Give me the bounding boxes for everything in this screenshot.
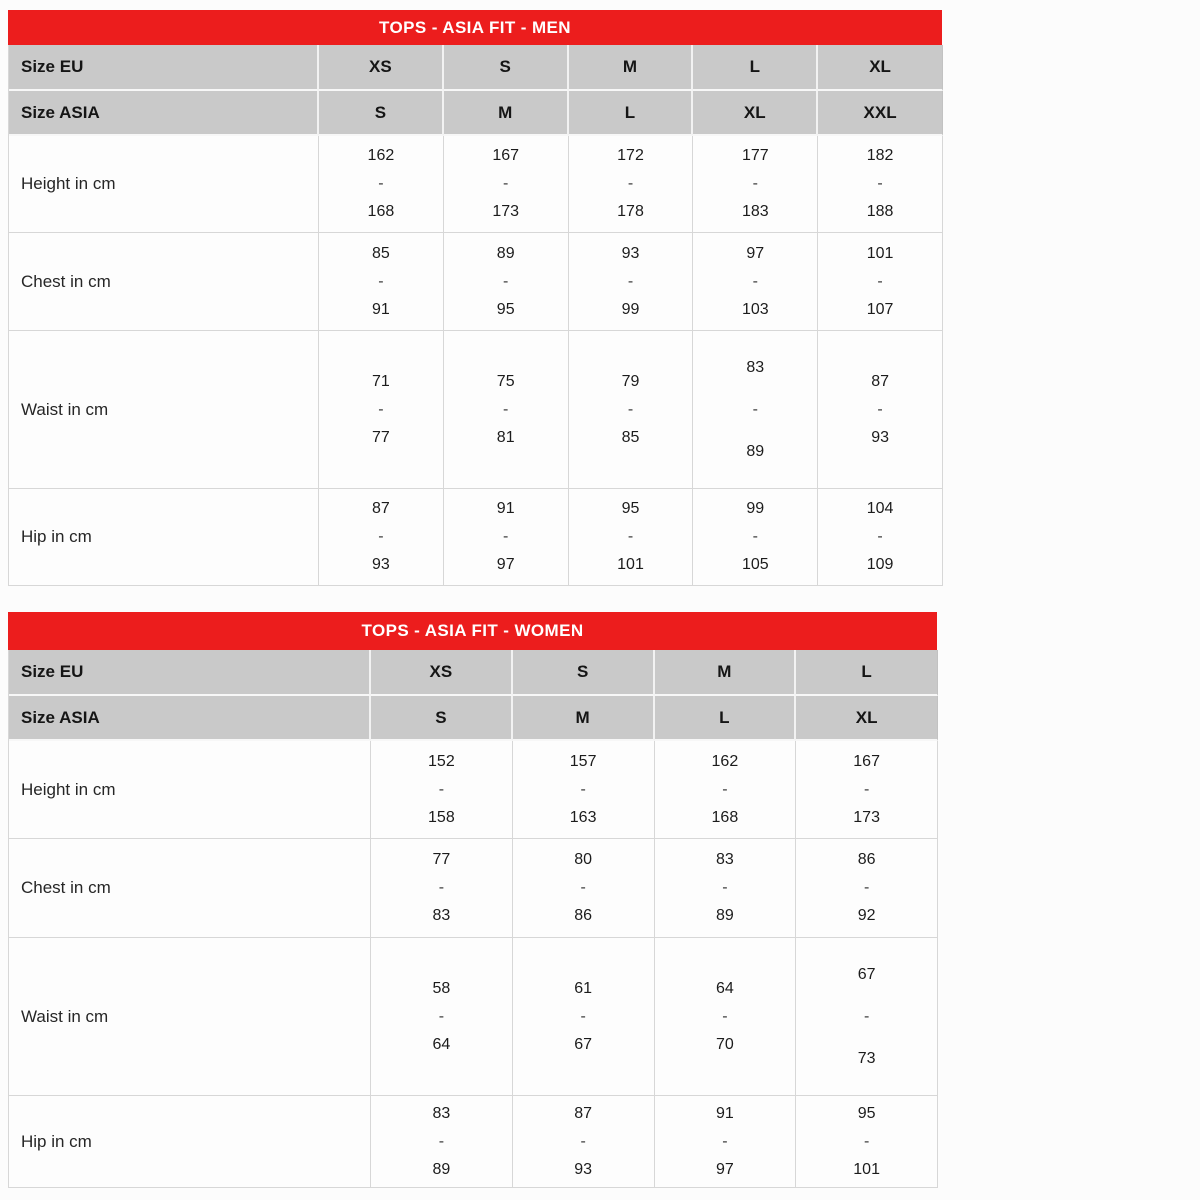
range-min: 67: [857, 965, 876, 983]
range-values: [513, 1100, 654, 1184]
range-min: 79: [621, 372, 640, 390]
range-min: 77: [432, 851, 451, 868]
size-value-cell: S: [319, 91, 444, 136]
measurement-row: [9, 741, 938, 839]
range-cell: [818, 331, 943, 489]
range-separator: -: [580, 879, 586, 896]
measure-row-label: Hip in cm: [9, 1096, 371, 1188]
range-cell: [513, 938, 655, 1096]
range-values: [693, 347, 817, 473]
range-separator: -: [438, 1007, 445, 1025]
range-values: [371, 748, 512, 832]
size-value-cell: XS: [371, 650, 513, 696]
range-max: 109: [866, 556, 894, 573]
range-min: 177: [741, 147, 769, 164]
range-min: 162: [711, 752, 739, 770]
range-max: 173: [492, 203, 520, 220]
range-values: [513, 748, 654, 832]
size-row-label: Size EU: [9, 45, 319, 91]
range-values: [319, 368, 443, 452]
size-row-label: Size EU: [9, 650, 371, 696]
range-values: [444, 368, 568, 452]
range-min: 87: [574, 1104, 593, 1122]
range-values: [569, 240, 693, 324]
size-header-row: [9, 91, 943, 136]
range-min: 152: [428, 752, 455, 770]
range-min: 61: [574, 979, 593, 997]
size-value-cell: XXL: [818, 91, 943, 136]
range-max: 70: [715, 1035, 734, 1053]
range-separator: -: [877, 175, 883, 192]
measurement-row: [9, 233, 943, 331]
range-cell: [796, 839, 938, 938]
range-cell: [569, 233, 694, 331]
range-cell: [444, 489, 569, 586]
range-values: [319, 240, 443, 324]
size-value-cell: S: [513, 650, 655, 696]
range-max: 64: [432, 1035, 451, 1053]
size-value-cell: L: [569, 91, 694, 136]
range-min: 83: [432, 1104, 451, 1122]
range-separator: -: [627, 175, 634, 192]
range-values: [796, 954, 937, 1080]
range-min: 89: [496, 244, 515, 262]
range-max: 73: [857, 1049, 876, 1067]
range-max: 107: [866, 300, 894, 318]
range-max: 101: [853, 1160, 880, 1178]
range-separator: -: [580, 1007, 586, 1025]
size-table-grid: [8, 650, 938, 1188]
range-separator: -: [722, 879, 728, 896]
measure-row-label: Chest in cm: [9, 233, 319, 331]
range-max: 89: [715, 907, 734, 924]
range-min: 71: [372, 372, 390, 390]
range-min: 83: [715, 851, 734, 868]
range-values: [693, 142, 817, 226]
measurement-row: [9, 1096, 938, 1188]
range-separator: -: [752, 272, 758, 290]
measure-row-label: Hip in cm: [9, 489, 319, 586]
range-values: [444, 240, 568, 324]
range-max: 83: [432, 907, 451, 924]
size-value-cell: S: [444, 45, 569, 91]
range-separator: -: [438, 780, 445, 798]
range-min: 95: [621, 500, 640, 517]
size-value-cell: XL: [818, 45, 943, 91]
range-max: 99: [621, 300, 640, 318]
range-separator: -: [580, 780, 586, 798]
range-max: 168: [711, 808, 739, 826]
range-values: [818, 142, 942, 226]
range-max: 93: [871, 428, 889, 446]
range-max: 93: [372, 556, 390, 573]
size-value-cell: M: [569, 45, 694, 91]
range-min: 101: [866, 244, 894, 262]
measurement-row: [9, 331, 943, 489]
chart-title-bar: [8, 612, 937, 650]
range-min: 86: [857, 851, 876, 868]
range-separator: -: [877, 528, 883, 545]
range-values: [319, 495, 443, 579]
range-separator: -: [863, 1132, 870, 1150]
size-value-cell: M: [444, 91, 569, 136]
range-cell: [513, 741, 655, 839]
range-max: 97: [715, 1160, 734, 1178]
range-cell: [796, 741, 938, 839]
range-separator: -: [378, 272, 384, 290]
size-chart-women: [8, 612, 937, 1188]
range-max: 89: [432, 1160, 451, 1178]
range-min: 97: [746, 244, 765, 262]
range-min: 167: [853, 752, 880, 770]
range-separator: -: [627, 528, 634, 545]
range-separator: -: [752, 400, 758, 418]
range-min: 104: [866, 500, 894, 517]
range-max: 105: [741, 556, 769, 573]
range-separator: -: [378, 528, 384, 545]
range-values: [444, 142, 568, 226]
range-separator: -: [503, 528, 509, 545]
range-separator: -: [627, 400, 634, 418]
range-min: 80: [574, 851, 593, 868]
range-cell: [818, 233, 943, 331]
range-values: [655, 975, 796, 1059]
range-cell: [319, 489, 444, 586]
range-min: 87: [372, 500, 390, 517]
range-cell: [319, 233, 444, 331]
range-cell: [569, 489, 694, 586]
range-max: 183: [741, 203, 769, 220]
range-values: [693, 495, 817, 579]
range-separator: -: [752, 528, 758, 545]
range-separator: -: [378, 175, 384, 192]
range-max: 103: [741, 300, 769, 318]
range-values: [796, 748, 937, 832]
range-max: 77: [372, 428, 390, 446]
range-values: [319, 142, 443, 226]
range-values: [693, 240, 817, 324]
range-separator: -: [877, 400, 883, 418]
range-cell: [818, 136, 943, 233]
size-table-grid: [8, 45, 943, 586]
range-separator: -: [438, 879, 445, 896]
range-values: [569, 368, 693, 452]
range-cell: [319, 331, 444, 489]
range-cell: [444, 331, 569, 489]
range-cell: [319, 136, 444, 233]
measurement-row: [9, 489, 943, 586]
size-value-cell: L: [655, 696, 797, 741]
range-values: [371, 1100, 512, 1184]
range-cell: [655, 938, 797, 1096]
range-max: 67: [574, 1035, 593, 1053]
range-max: 97: [496, 556, 515, 573]
range-min: 172: [617, 147, 644, 164]
range-cell: [796, 1096, 938, 1188]
range-max: 168: [367, 203, 395, 220]
range-cell: [655, 741, 797, 839]
size-header-row: [9, 45, 943, 91]
range-separator: -: [752, 175, 758, 192]
range-min: 75: [496, 372, 515, 390]
range-cell: [513, 1096, 655, 1188]
range-min: 93: [621, 244, 640, 262]
range-values: [655, 748, 796, 832]
range-cell: [513, 839, 655, 938]
range-min: 167: [492, 147, 520, 164]
range-values: [818, 368, 942, 452]
range-separator: -: [378, 400, 384, 418]
size-value-cell: L: [796, 650, 938, 696]
range-min: 87: [871, 372, 889, 390]
range-min: 99: [746, 500, 765, 517]
range-separator: -: [863, 1007, 870, 1025]
range-cell: [569, 136, 694, 233]
measure-row-label: Waist in cm: [9, 331, 319, 489]
range-separator: -: [503, 272, 509, 290]
range-separator: -: [877, 272, 883, 290]
range-values: [569, 142, 693, 226]
range-cell: [371, 741, 513, 839]
range-max: 188: [866, 203, 894, 220]
range-cell: [693, 233, 818, 331]
range-separator: -: [722, 1132, 728, 1150]
size-header-row: [9, 650, 938, 696]
range-min: 182: [866, 147, 894, 164]
size-value-cell: M: [655, 650, 797, 696]
range-max: 95: [496, 300, 515, 318]
range-cell: [569, 331, 694, 489]
size-value-cell: S: [371, 696, 513, 741]
range-values: [444, 495, 568, 579]
range-max: 163: [569, 808, 597, 826]
range-cell: [693, 136, 818, 233]
range-separator: -: [863, 879, 870, 896]
range-max: 81: [496, 428, 515, 446]
range-max: 86: [574, 907, 593, 924]
range-separator: -: [503, 400, 509, 418]
range-max: 101: [617, 556, 644, 573]
range-cell: [371, 938, 513, 1096]
size-chart-men: [8, 10, 942, 586]
range-separator: -: [722, 1007, 728, 1025]
range-values: [513, 846, 654, 930]
range-min: 91: [715, 1104, 734, 1122]
range-cell: [693, 489, 818, 586]
range-max: 91: [372, 300, 390, 318]
size-value-cell: XS: [319, 45, 444, 91]
range-max: 85: [621, 428, 640, 446]
range-separator: -: [438, 1132, 445, 1150]
size-value-cell: M: [513, 696, 655, 741]
range-separator: -: [503, 175, 509, 192]
range-max: 178: [617, 203, 644, 220]
measurement-row: [9, 136, 943, 233]
range-cell: [444, 136, 569, 233]
range-cell: [655, 1096, 797, 1188]
measure-row-label: Chest in cm: [9, 839, 371, 938]
range-cell: [818, 489, 943, 586]
range-max: 158: [428, 808, 455, 826]
range-max: 173: [853, 808, 880, 826]
range-cell: [693, 331, 818, 489]
range-values: [569, 495, 693, 579]
range-separator: -: [580, 1132, 586, 1150]
size-value-cell: XL: [693, 91, 818, 136]
range-min: 157: [569, 752, 597, 770]
range-values: [796, 1100, 937, 1184]
size-header-row: [9, 696, 938, 741]
range-values: [818, 240, 942, 324]
range-max: 93: [574, 1160, 593, 1178]
range-values: [655, 846, 796, 930]
range-separator: -: [722, 780, 728, 798]
range-separator: -: [627, 272, 634, 290]
measurement-row: [9, 839, 938, 938]
range-cell: [371, 839, 513, 938]
measurement-row: [9, 938, 938, 1096]
chart-title-bar: [8, 10, 942, 45]
range-values: [655, 1100, 796, 1184]
range-cell: [371, 1096, 513, 1188]
chart-title: TOPS - ASIA FIT - MEN: [379, 17, 571, 37]
range-min: 95: [857, 1104, 876, 1122]
range-cell: [444, 233, 569, 331]
range-separator: -: [863, 780, 870, 798]
size-value-cell: L: [693, 45, 818, 91]
range-cell: [796, 938, 938, 1096]
range-values: [371, 846, 512, 930]
range-min: 85: [372, 244, 390, 262]
range-max: 89: [746, 442, 765, 460]
range-min: 83: [746, 358, 765, 376]
range-values: [371, 975, 512, 1059]
range-min: 64: [715, 979, 734, 997]
size-row-label: Size ASIA: [9, 91, 319, 136]
size-row-label: Size ASIA: [9, 696, 371, 741]
measure-row-label: Height in cm: [9, 136, 319, 233]
range-min: 58: [432, 979, 451, 997]
range-values: [796, 846, 937, 930]
range-min: 162: [367, 147, 395, 164]
size-value-cell: XL: [796, 696, 938, 741]
measure-row-label: Height in cm: [9, 741, 371, 839]
range-cell: [655, 839, 797, 938]
measure-row-label: Waist in cm: [9, 938, 371, 1096]
range-values: [818, 495, 942, 579]
range-max: 92: [857, 907, 876, 924]
range-values: [513, 975, 654, 1059]
range-min: 91: [496, 500, 515, 517]
chart-title: TOPS - ASIA FIT - WOMEN: [361, 621, 584, 640]
